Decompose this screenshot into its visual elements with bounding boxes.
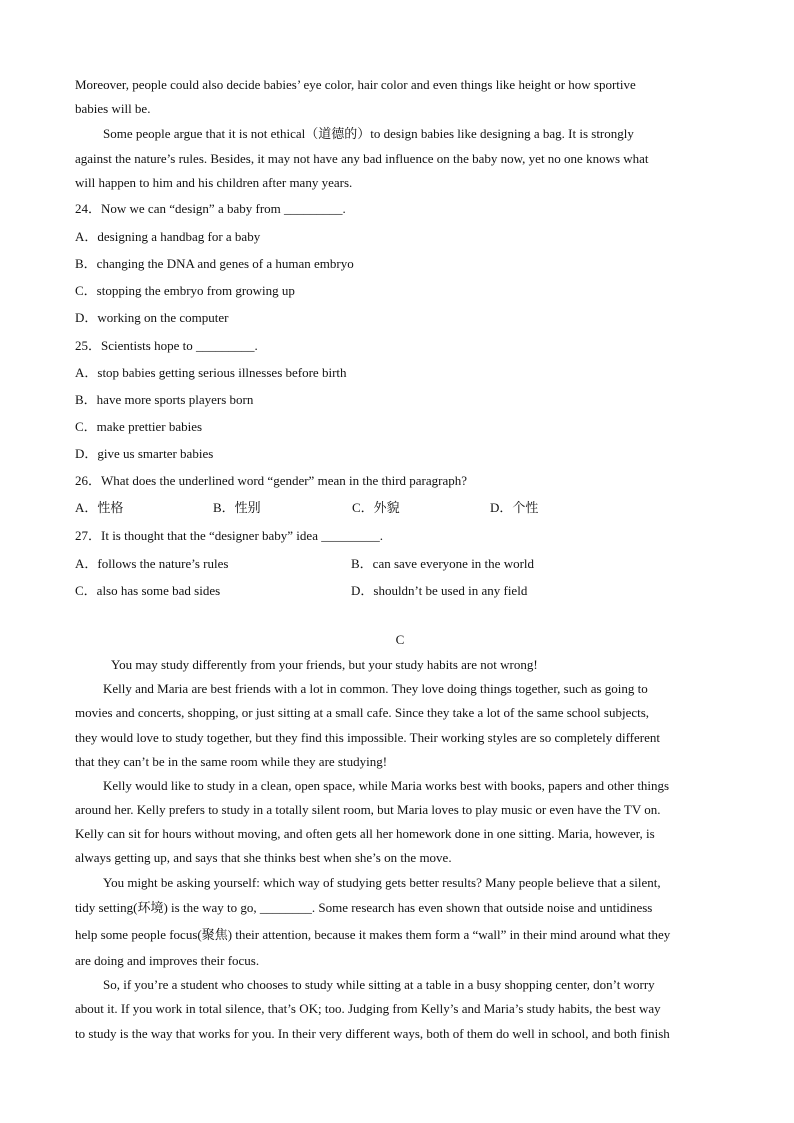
question-26-stem: 26．What does the underlined word “gender” mean in the third paragraph? <box>75 473 468 488</box>
paragraph-line: So, if you’re a student who chooses to study while sitting at a table in a busy shopping center, don’t worry <box>103 977 655 992</box>
question-25-option-a: A．stop babies getting serious illnesses before birth <box>75 365 347 380</box>
question-27-stem: 27．It is thought that the “designer baby” idea _________. <box>75 528 383 543</box>
paragraph-line: always getting up, and says that she thinks best when she’s on the move. <box>75 850 452 865</box>
question-25-option-c: C．make prettier babies <box>75 419 203 434</box>
question-24-option-d: D．working on the computer <box>75 310 229 325</box>
paragraph-line: movies and concerts, shopping, or just sitting at a small cafe. Since they take a lot of the same school subjects, <box>75 705 650 720</box>
question-25-option-d: D．give us smarter babies <box>75 446 214 461</box>
question-24-option-a: A．designing a handbag for a baby <box>75 229 261 244</box>
paragraph-line: Kelly and Maria are best friends with a lot in common. They love doing things together, such as going to <box>103 681 648 696</box>
passage-c-title: You may study differently from your friends, but your study habits are not wrong! <box>111 657 538 672</box>
paragraph-line: tidy setting(环境) is the way to go, ________. Some research has even shown that outside noise and untidiness <box>75 900 653 915</box>
question-25-stem: 25．Scientists hope to _________. <box>75 338 258 353</box>
question-25-option-b: B．have more sports players born <box>75 392 254 407</box>
question-27-option-a: A．follows the nature’s rules <box>75 556 229 571</box>
paragraph-line: to study is the way that works for you. In their very different ways, both of them do well in school, and both finish <box>75 1026 670 1041</box>
question-27-option-d: D．shouldn’t be used in any field <box>351 583 528 598</box>
paragraph-line: Some people argue that it is not ethical（道德的）to design babies like designing a bag. It is strongly <box>103 126 634 141</box>
question-26-option-d: D．个性 <box>490 500 539 515</box>
paragraph-line: that they can’t be in the same room while they are studying! <box>75 754 388 769</box>
paragraph-line: will happen to him and his children after many years. <box>75 175 353 190</box>
passage-c-label: C <box>395 632 405 647</box>
paragraph-line: You might be asking yourself: which way of studying gets better results? Many people believe that a silent, <box>103 875 661 890</box>
question-27-option-b: B．can save everyone in the world <box>351 556 535 571</box>
question-26-option-c: C．外貌 <box>352 500 400 515</box>
question-27-option-c: C．also has some bad sides <box>75 583 221 598</box>
paragraph-line: Moreover, people could also decide babies’ eye color, hair color and even things like height or how sportive <box>75 77 636 92</box>
question-24-stem: 24．Now we can “design” a baby from _________. <box>75 201 346 216</box>
paragraph-line: Kelly can sit for hours without moving, and often gets all her homework done in one sitting. Maria, however, is <box>75 826 655 841</box>
question-26-option-a: A．性格 <box>75 500 124 515</box>
paragraph-line: against the nature’s rules. Besides, it may not have any bad influence on the baby now, yet no one knows what <box>75 151 649 166</box>
question-26-option-b: B．性别 <box>213 500 261 515</box>
paragraph-line: help some people focus(聚焦) their attention, because it makes them form a “wall” in their mind around what they <box>75 927 671 942</box>
question-24-option-b: B．changing the DNA and genes of a human embryo <box>75 256 354 271</box>
paragraph-line: babies will be. <box>75 101 151 116</box>
question-24-option-c: C．stopping the embryo from growing up <box>75 283 295 298</box>
paragraph-line: Kelly would like to study in a clean, open space, while Maria works best with books, papers and other things <box>103 778 670 793</box>
paragraph-line: they would love to study together, but they find this impossible. Their working styles are so completely different <box>75 730 660 745</box>
paragraph-line: are doing and improves their focus. <box>75 953 260 968</box>
paragraph-line: about it. If you work in total silence, that’s OK; too. Judging from Kelly’s and Maria’s study habits, the best way <box>75 1001 661 1016</box>
paragraph-line: around her. Kelly prefers to study in a totally silent room, but Maria loves to play music or even have the TV on. <box>75 802 661 817</box>
